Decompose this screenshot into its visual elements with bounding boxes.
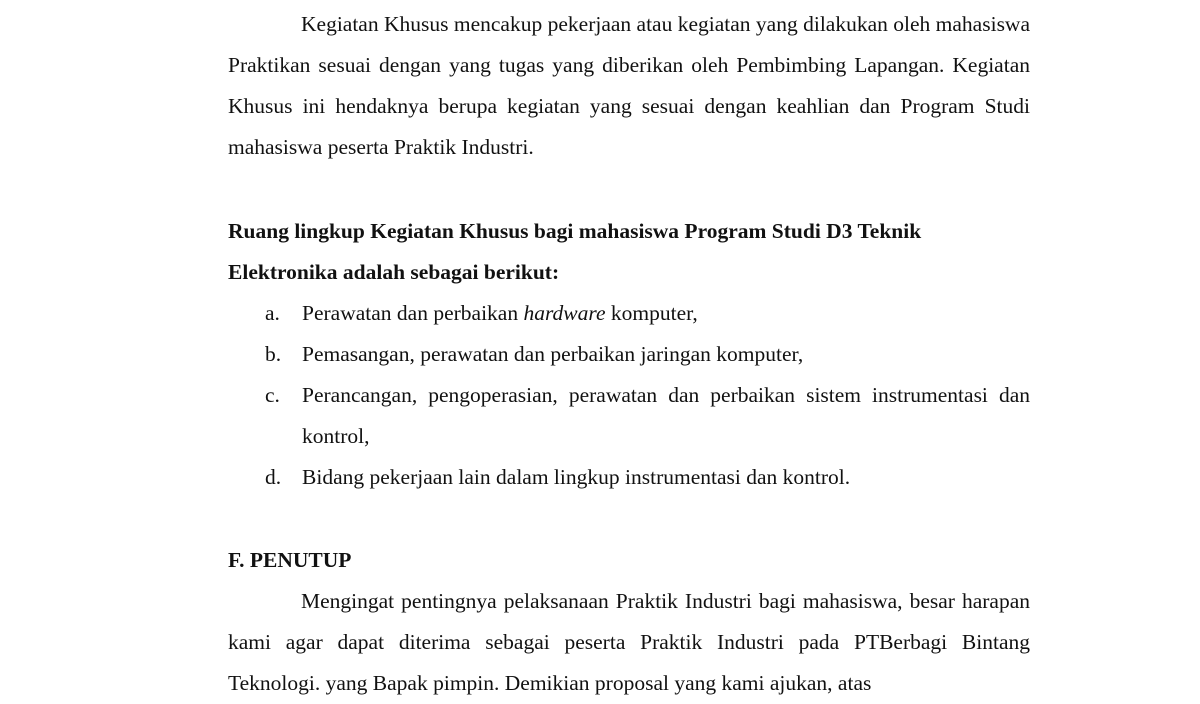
list-item-text: Pemasangan, perawatan dan perbaikan jaringan komputer, xyxy=(302,342,804,366)
list-item xyxy=(228,375,1030,457)
scope-heading: Ruang lingkup Kegiatan Khusus bagi mahasiswa Program Studi D3 Teknik Elektronika adalah sebagai berikut: xyxy=(228,219,922,284)
list-item-text: Bidang pekerjaan lain dalam lingkup instrumentasi dan kontrol. xyxy=(302,465,851,489)
scope-list xyxy=(228,293,1030,498)
paragraph-penutup: Mengingat pentingnya pelaksanaan Praktik Industri bagi mahasiswa, besar harapan kami agar dapat diterima sebagai peserta Praktik Industri pada PTBerbagi Bintang Teknologi. yang Bapak pimpin. Demikian proposal yang kami ajukan, atas xyxy=(228,589,1030,695)
list-item xyxy=(228,293,1030,334)
list-marker: c. xyxy=(265,383,280,407)
section-f-heading: F. PENUTUP xyxy=(228,548,352,572)
document-page xyxy=(228,0,1030,704)
list-item-text xyxy=(302,293,1030,334)
list-item-text: Perancangan, pengoperasian, perawatan dan perbaikan sistem instrumentasi dan kontrol, xyxy=(302,383,1030,448)
list-item xyxy=(228,334,1030,375)
italic-term: hardware xyxy=(523,301,606,325)
paragraph-kegiatan-khusus: Kegiatan Khusus mencakup pekerjaan atau kegiatan yang dilakukan oleh mahasiswa Praktikan sesuai dengan yang tugas yang diberikan oleh Pembimbing Lapangan. Kegiatan Khusus ini hendaknya berupa kegiatan yang sesuai dengan keahlian dan Program Studi mahasiswa peserta Praktik Industri. xyxy=(228,12,1030,159)
list-marker: a. xyxy=(265,301,280,325)
list-marker: d. xyxy=(265,465,282,489)
list-item-text-after: komputer, xyxy=(605,301,698,325)
list-marker: b. xyxy=(265,342,282,366)
list-item xyxy=(228,457,1030,498)
list-item-text-before: Perawatan dan perbaikan xyxy=(302,301,524,325)
